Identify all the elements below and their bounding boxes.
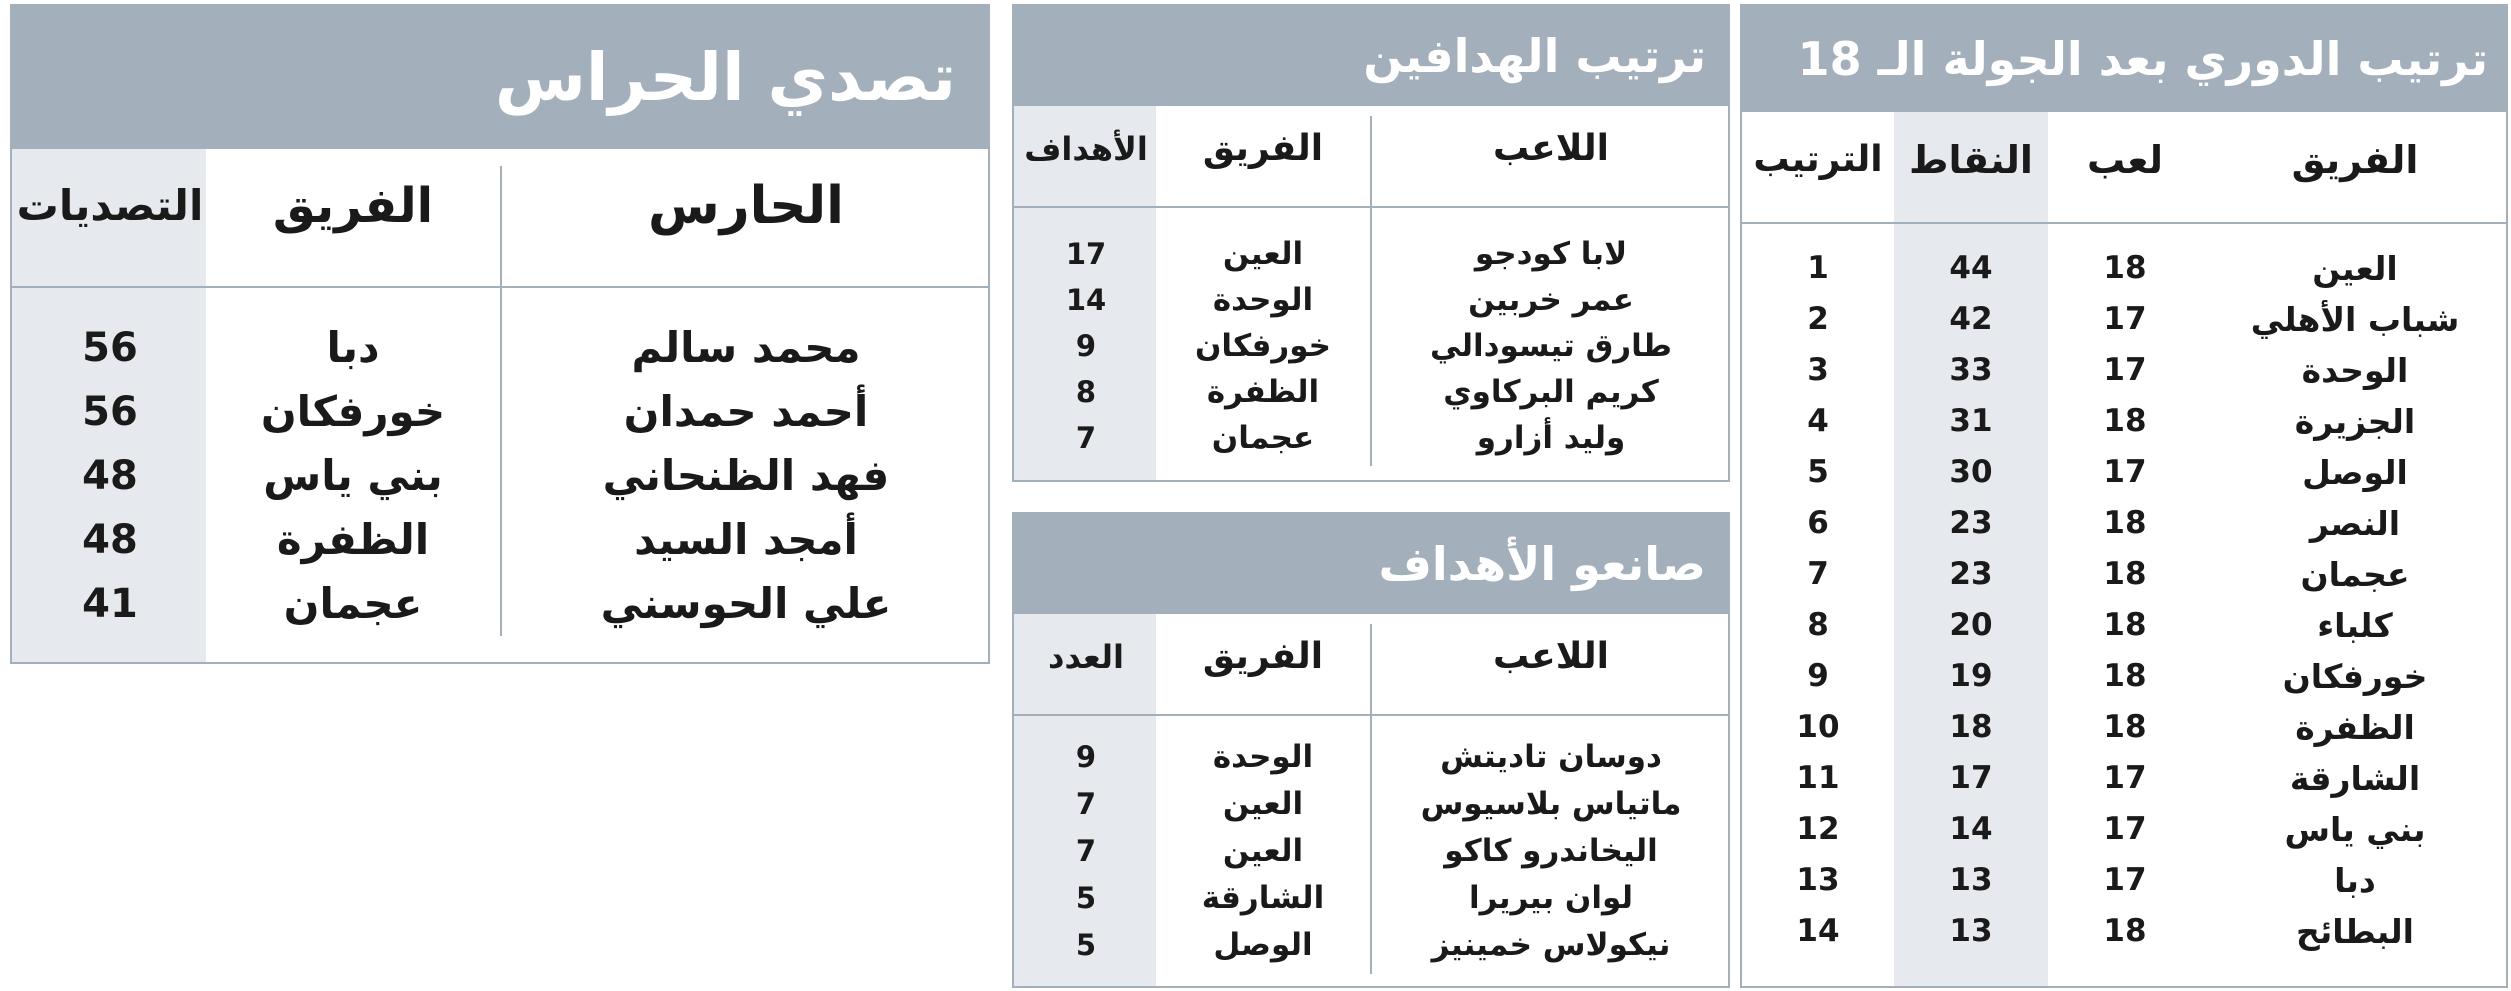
standings-team: الوحدة [2301,351,2409,390]
standings-rank: 4 [1807,403,1829,439]
assist-count: 9 [1075,740,1097,774]
goalkeeper-saves: 48 [82,517,138,563]
standings-points: 30 [1949,454,1993,490]
scorer-goals: 9 [1075,329,1097,363]
standings-played: 18 [2103,250,2147,286]
standings-played: 18 [2103,556,2147,592]
goalkeeper-name: أحمد حمدان [623,387,869,436]
assist-player-team: العين [1222,833,1304,869]
assist-player-team: الوحدة [1212,739,1314,775]
standings-played: 18 [2103,403,2147,439]
assist-count: 5 [1075,928,1097,962]
standings-points: 20 [1949,607,1993,643]
goalkeeper-name: محمد سالم [631,323,861,372]
standings-points: 44 [1949,250,1993,286]
standings-team: الظفرة [2295,708,2415,747]
scorer-team: العين [1222,236,1304,272]
standings-points: 42 [1949,301,1993,337]
goalkeeper-saves: 56 [82,325,138,371]
standings-header-points: النقاط [1909,138,2033,182]
scorer-goals: 8 [1075,375,1097,409]
goalkeeper-saves: 41 [82,581,138,627]
standings-team: الشارقة [2289,759,2421,798]
scorer-goals: 7 [1075,421,1097,455]
standings-points: 19 [1949,658,1993,694]
standings-points: 18 [1949,709,1993,745]
scorers-panel [1012,4,1730,482]
assist-player-name: نيكولاس خمينيز [1431,927,1671,963]
goalkeepers-header-value: التصديات [16,181,204,230]
scorer-name: طارق تيسودالي [1429,328,1672,364]
standings-team: عجمان [2300,555,2410,594]
standings-team: العين [2312,249,2398,288]
goalkeeper-name: علي الحوسني [600,579,892,628]
standings-played: 17 [2103,454,2147,490]
standings-played: 18 [2103,658,2147,694]
assists-header-value: العدد [1048,638,1124,676]
standings-played: 18 [2103,505,2147,541]
standings-team: بني ياس [2284,810,2426,849]
goalkeeper-team: خورفكان [260,387,446,436]
standings-rank: 2 [1807,301,1829,337]
standings-team: شباب الأهلي [2250,300,2460,339]
goalkeeper-saves: 56 [82,389,138,435]
goalkeeper-team: دبا [326,323,380,372]
standings-title: ترتيب الدوري بعد الجولة الـ 18 [1742,6,2506,112]
standings-points: 31 [1949,403,1993,439]
scorer-name: لابا كودجو [1474,236,1628,272]
scorers-header-name: اللاعب [1493,128,1609,169]
standings-team: النصر [2309,504,2401,543]
assists-header-team: الفريق [1202,636,1324,677]
standings-team: دبا [2334,861,2376,900]
standings-points: 33 [1949,352,1993,388]
standings-played: 17 [2103,301,2147,337]
standings-team: البطائح [2296,912,2414,951]
scorer-goals: 14 [1065,283,1107,317]
assists-panel [1012,512,1730,988]
standings-rank: 5 [1807,454,1829,490]
scorers-header-team: الفريق [1202,128,1324,169]
standings-header-divider [1742,222,2506,224]
standings-rank: 12 [1796,811,1840,847]
standings-played: 18 [2103,607,2147,643]
goalkeeper-team: الظفرة [276,515,430,564]
assists-header-name: اللاعب [1493,636,1609,677]
standings-points: 14 [1949,811,1993,847]
standings-rank: 3 [1807,352,1829,388]
goalkeepers-panel [10,4,990,664]
standings-rank: 7 [1807,556,1829,592]
standings-team: كلباء [2317,606,2393,645]
scorer-name: عمر خربين [1468,282,1634,318]
standings-points: 23 [1949,505,1993,541]
standings-header-played: لعب [2087,138,2163,182]
scorer-name: وليد أزارو [1476,420,1626,456]
assist-count: 7 [1075,834,1097,868]
goalkeeper-team: بني ياس [263,451,443,500]
standings-rank: 6 [1807,505,1829,541]
scorer-team: عجمان [1211,420,1315,456]
assist-count: 7 [1075,787,1097,821]
standings-rank: 10 [1796,709,1840,745]
scorers-title: ترتيب الهدافين [1014,6,1728,106]
scorer-team: الظفرة [1206,374,1320,410]
standings-played: 17 [2103,862,2147,898]
standings-played: 18 [2103,709,2147,745]
standings-rank: 11 [1796,760,1840,796]
standings-rank: 14 [1796,913,1840,949]
standings-played: 18 [2103,913,2147,949]
goalkeeper-saves: 48 [82,453,138,499]
assist-player-name: ماتياس بلاسيوس [1420,786,1682,822]
standings-team: الوصل [2302,453,2408,492]
standings-played: 17 [2103,811,2147,847]
standings-team: خورفكان [2282,657,2428,696]
scorers-header-value: الأهداف [1024,130,1148,168]
assist-player-team: الوصل [1213,927,1313,963]
standings-played: 17 [2103,352,2147,388]
assist-player-name: اليخاندرو كاكو [1444,833,1658,869]
scorer-goals: 17 [1065,237,1107,271]
assist-count: 5 [1075,881,1097,915]
assist-player-team: العين [1222,786,1304,822]
standings-points: 23 [1949,556,1993,592]
standings-panel [1740,4,2508,988]
assists-title: صانعو الأهداف [1014,514,1728,614]
standings-points: 13 [1949,862,1993,898]
assist-player-name: لوان بيريرا [1468,880,1634,916]
standings-rank: 13 [1796,862,1840,898]
goalkeeper-name: فهد الظنحاني [602,451,890,500]
goalkeeper-name: أمجد السيد [634,515,858,564]
goalkeepers-header-name: الحارس [647,176,845,236]
standings-header-rank: الترتيب [1753,139,1883,180]
scorer-team: خورفكان [1194,328,1332,364]
standings-rank: 9 [1807,658,1829,694]
goalkeepers-title: تصدي الحراس [12,6,988,149]
goalkeepers-header-team: الفريق [272,178,434,234]
standings-played: 17 [2103,760,2147,796]
scorer-team: الوحدة [1212,282,1314,318]
assist-player-name: دوسان تاديتش [1440,739,1662,775]
standings-points: 13 [1949,913,1993,949]
standings-rank: 8 [1807,607,1829,643]
standings-team: الجزيرة [2294,402,2416,441]
standings-points: 17 [1949,760,1993,796]
standings-rank: 1 [1807,250,1829,286]
assist-player-team: الشارقة [1201,880,1325,916]
goalkeeper-team: عجمان [283,579,423,628]
standings-header-team: الفريق [2291,138,2419,182]
scorer-name: كريم البركاوي [1443,374,1659,410]
